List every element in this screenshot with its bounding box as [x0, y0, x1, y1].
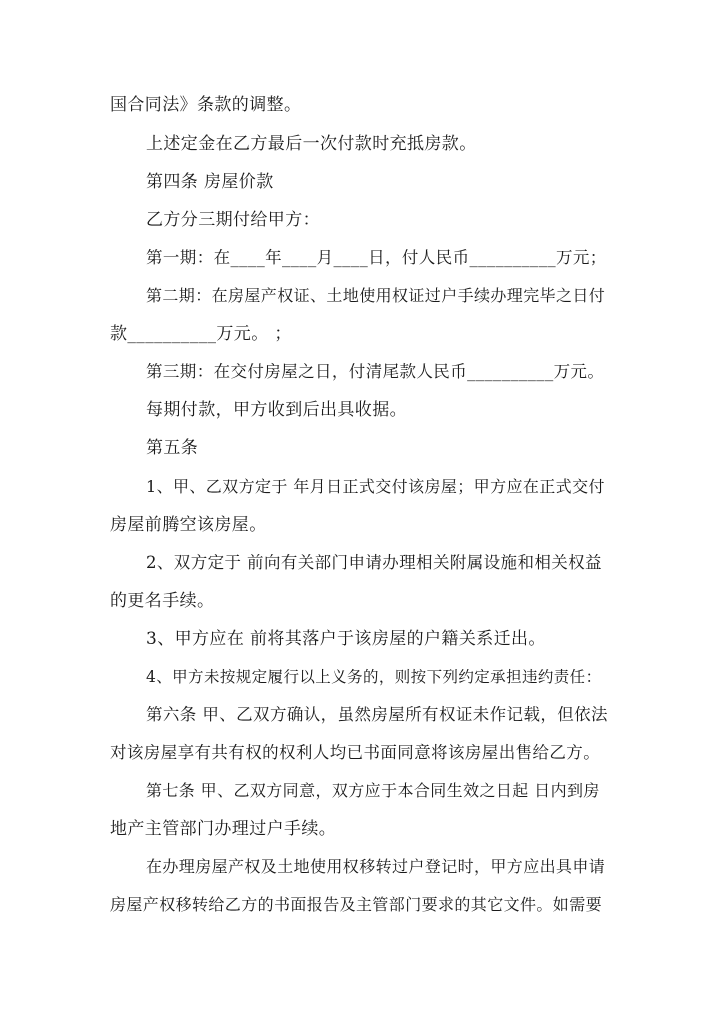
text-line-11: 1、甲、乙双方定于 年月日正式交付该房屋；甲方应在正式交付 [146, 477, 605, 496]
text-line-12: 房屋前腾空该房屋。 [110, 515, 267, 535]
text-line-2: 上述定金在乙方最后一次付款时充抵房款。 [146, 134, 477, 154]
text-line-22: 房屋产权移转给乙方的书面报告及主管部门要求的其它文件。如需要 [110, 895, 603, 914]
text-line-21: 在办理房屋产权及土地使用权移转过户登记时，甲方应出具申请 [146, 857, 606, 876]
text-line-8: 第三期：在交付房屋之日，付清尾款人民币__________万元。 [146, 362, 605, 381]
text-line-4: 乙方分三期付给甲方： [146, 210, 320, 230]
text-line-1: 国合同法》条款的调整。 [110, 95, 302, 115]
text-line-15: 3、甲方应在 前将其落户于该房屋的户籍关系迁出。 [146, 629, 546, 649]
text-line-18: 对该房屋享有共有权的权利人均已书面同意将该房屋出售给乙方。 [110, 743, 601, 762]
text-line-20: 地产主管部门办理过户手续。 [110, 819, 337, 839]
text-line-6: 第二期：在房屋产权证、土地使用权证过户手续办理完毕之日付 [146, 286, 606, 305]
text-line-14: 的更名手续。 [110, 591, 215, 611]
text-line-19: 第七条 甲、乙双方同意，双方应于本合同生效之日起 日内到房 [146, 781, 600, 800]
section-heading-article-4: 第四条 房屋价款 [146, 172, 274, 192]
text-line-7: 款__________万元。 ； [110, 324, 292, 344]
text-line-13: 2、双方定于 前向有关部门申请办理相关附属设施和相关权益 [146, 553, 602, 572]
text-line-16: 4、甲方未按规定履行以上义务的，则按下列约定承担违约责任： [146, 668, 602, 686]
text-line-5: 第一期：在____年____月____日，付人民币__________万元； [146, 248, 607, 267]
text-line-17: 第六条 甲、乙双方确认，虽然房屋所有权证未作记载，但依法 [146, 705, 608, 724]
section-heading-article-5: 第五条 [146, 438, 199, 458]
text-line-9: 每期付款，甲方收到后出具收据。 [146, 400, 407, 420]
